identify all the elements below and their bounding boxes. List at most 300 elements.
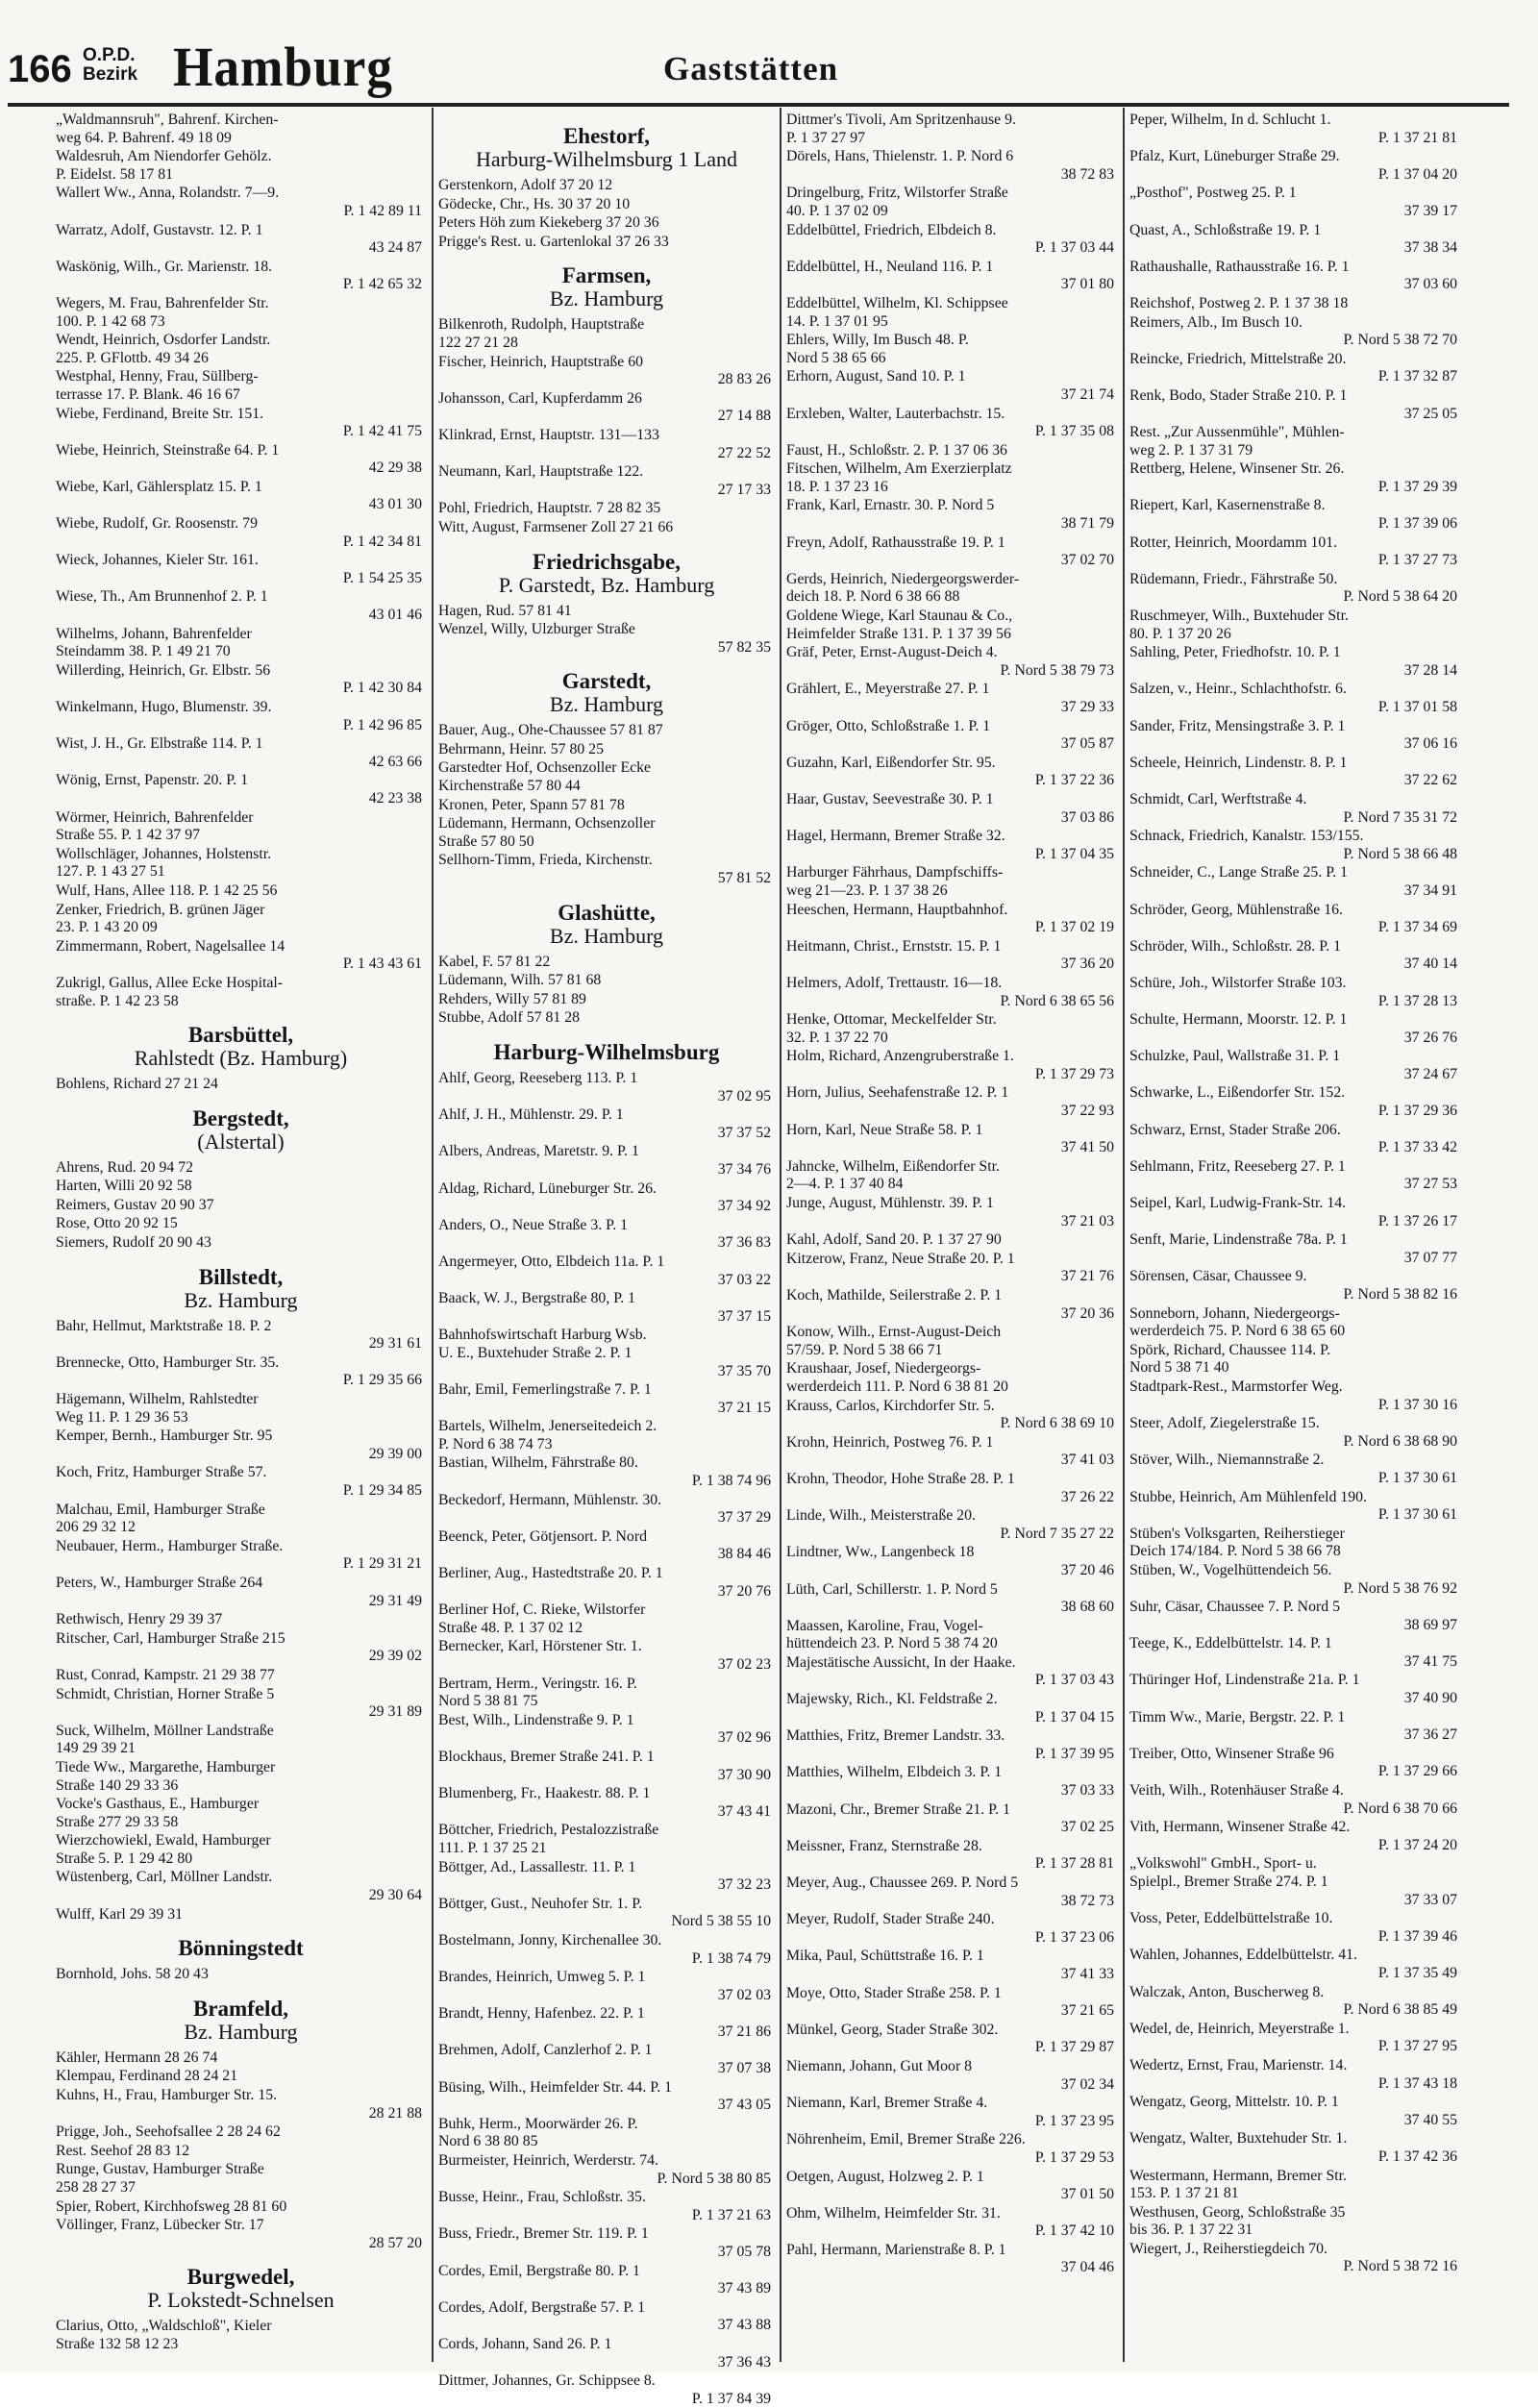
locality-district: Bz. Hamburg bbox=[549, 692, 664, 717]
entry-phone: P. 1 37 02 19 bbox=[1034, 919, 1114, 936]
entry-line: Helmers, Adolf, Trettaustr. 16—18. bbox=[786, 974, 1003, 991]
entry-phone: 29 31 61 bbox=[368, 1335, 422, 1353]
entry-line: Brennecke, Otto, Hamburger Str. 35. bbox=[56, 1353, 280, 1371]
directory-entry bbox=[56, 515, 426, 551]
entry-phone: P. 1 37 32 87 bbox=[1377, 368, 1457, 385]
entry-line: Nord 5 38 71 40 bbox=[1129, 1359, 1229, 1377]
directory-entry bbox=[786, 1231, 1118, 1250]
directory-entry bbox=[786, 368, 1118, 404]
directory-entry bbox=[438, 1454, 775, 1490]
column-divider bbox=[1123, 108, 1125, 2362]
directory-entry bbox=[438, 1528, 775, 1564]
entry-phone: 37 40 55 bbox=[1403, 2111, 1457, 2128]
directory-entry bbox=[786, 534, 1118, 570]
directory-entry bbox=[1129, 185, 1461, 220]
entry-phone: 37 43 89 bbox=[717, 2280, 771, 2297]
entry-line: Wengatz, Walter, Buxtehuder Str. 1. bbox=[1129, 2130, 1348, 2147]
entry-line: Eddelbüttel, Wilhelm, Kl. Schippsee bbox=[786, 294, 1008, 311]
directory-entry bbox=[786, 1084, 1118, 1120]
entry-line: weg 21—23. P. 1 37 38 26 bbox=[786, 881, 948, 899]
entry-line: Behrmann, Heinr. 57 80 25 bbox=[438, 740, 604, 757]
entry-line: Henke, Ottomar, Meckelfelder Str. bbox=[786, 1011, 997, 1029]
directory-entry bbox=[438, 2116, 775, 2151]
entry-line: Westphal, Henny, Frau, Süllberg- bbox=[56, 368, 259, 385]
directory-entry bbox=[1129, 938, 1461, 974]
entry-line: Gödecke, Chr., Hs. 30 37 20 10 bbox=[438, 195, 631, 212]
entry-phone: 37 39 17 bbox=[1403, 202, 1457, 219]
directory-entry bbox=[786, 332, 1118, 367]
entry-phone: P. 1 29 35 66 bbox=[342, 1372, 422, 1389]
entry-phone: 38 72 83 bbox=[1060, 165, 1114, 183]
directory-entry bbox=[438, 1217, 775, 1253]
entry-phone: 42 29 38 bbox=[368, 459, 422, 477]
directory-entry bbox=[786, 2095, 1118, 2130]
directory-entry bbox=[438, 500, 775, 518]
city-title: Hamburg bbox=[173, 36, 393, 98]
entry-line: 149 29 39 21 bbox=[56, 1740, 136, 1757]
directory-entry bbox=[786, 902, 1118, 937]
entry-phone: P. 1 37 22 36 bbox=[1034, 772, 1114, 789]
directory-entry bbox=[56, 2049, 426, 2068]
entry-line: Salzen, v., Heinr., Schlachthofstr. 6. bbox=[1129, 681, 1347, 698]
directory-entry bbox=[56, 882, 426, 901]
entry-line: Riepert, Karl, Kasernenstraße 8. bbox=[1129, 497, 1326, 514]
directory-entry bbox=[786, 1158, 1118, 1194]
directory-entry bbox=[786, 681, 1118, 716]
entry-line: Gerds, Heinrich, Niedergeorgswerder- bbox=[786, 570, 1020, 587]
directory-entry bbox=[438, 2299, 775, 2335]
entry-line: Deich 174/184. P. Nord 5 38 66 78 bbox=[1129, 1543, 1341, 1560]
entry-line: Prigge, Joh., Seehofsallee 2 28 24 62 bbox=[56, 2123, 281, 2141]
entry-line: Wilhelms, Johann, Bahrenfelder bbox=[56, 625, 252, 642]
directory-entry bbox=[786, 1122, 1118, 1157]
directory-entry bbox=[56, 2198, 426, 2217]
entry-line: Voss, Peter, Eddelbüttelstraße 10. bbox=[1129, 1910, 1333, 1927]
directory-entry bbox=[438, 519, 775, 537]
entry-phone: P. 1 37 21 81 bbox=[1377, 129, 1457, 146]
entry-line: P. Nord 6 38 74 73 bbox=[438, 1435, 553, 1452]
directory-entry bbox=[56, 975, 426, 1010]
directory-entry bbox=[56, 2068, 426, 2086]
entry-line: 14. P. 1 37 01 95 bbox=[786, 312, 888, 330]
directory-entry bbox=[438, 1143, 775, 1179]
directory-entry bbox=[1129, 2021, 1461, 2056]
entry-line: Straße 48. P. 1 37 02 12 bbox=[438, 1619, 583, 1636]
directory-entry bbox=[438, 2336, 775, 2371]
directory-entry bbox=[1129, 1195, 1461, 1230]
page-header bbox=[0, 0, 1538, 115]
entry-line: Treiber, Otto, Winsener Straße 96 bbox=[1129, 1745, 1334, 1762]
entry-line: Wedel, de, Heinrich, Meyerstraße 1. bbox=[1129, 2020, 1350, 2037]
entry-line: Maassen, Karoline, Frau, Vogel- bbox=[786, 1617, 983, 1634]
directory-entry bbox=[1129, 1672, 1461, 1707]
directory-entry bbox=[786, 497, 1118, 533]
entry-line: Spörk, Richard, Chaussee 114. P. bbox=[1129, 1341, 1331, 1358]
entry-line: Wahlen, Johannes, Eddelbüttelstr. 41. bbox=[1129, 1947, 1357, 1964]
entry-phone: 37 43 05 bbox=[717, 2097, 771, 2114]
locality-name: Glashütte, bbox=[558, 900, 656, 925]
entry-phone: 37 02 96 bbox=[717, 1729, 771, 1747]
entry-phone: P. 1 37 27 73 bbox=[1377, 552, 1457, 569]
directory-entry bbox=[56, 846, 426, 881]
entry-line: Quast, A., Schloßstraße 19. P. 1 bbox=[1129, 221, 1322, 238]
directory-entry bbox=[786, 148, 1118, 184]
entry-phone: 37 36 83 bbox=[717, 1234, 771, 1252]
directory-entry bbox=[438, 1712, 775, 1748]
directory-entry bbox=[786, 442, 1118, 460]
entry-phone: P. Nord 6 38 85 49 bbox=[1343, 2001, 1457, 2019]
entry-phone: P. 1 37 29 87 bbox=[1034, 2039, 1114, 2056]
directory-entry bbox=[1129, 1984, 1461, 2020]
directory-entry bbox=[56, 2143, 426, 2161]
entry-line: Reichshof, Postweg 2. P. 1 37 38 18 bbox=[1129, 294, 1349, 311]
directory-entry bbox=[786, 644, 1118, 680]
entry-line: Sörensen, Cäsar, Chaussee 9. bbox=[1129, 1268, 1307, 1285]
entry-phone: P. 1 37 35 49 bbox=[1377, 1964, 1457, 1981]
entry-phone: 37 26 76 bbox=[1403, 1029, 1457, 1046]
directory-entry bbox=[786, 2205, 1118, 2241]
entry-line: Berliner, Aug., Hastedtstraße 20. P. 1 bbox=[438, 1565, 663, 1582]
directory-entry bbox=[1129, 497, 1461, 533]
entry-phone: P. Nord 5 38 79 73 bbox=[1000, 661, 1114, 679]
entry-line: Spier, Robert, Kirchhofsweg 28 81 60 bbox=[56, 2197, 287, 2215]
entry-line: Erhorn, August, Sand 10. P. 1 bbox=[786, 368, 966, 385]
directory-entry bbox=[1129, 387, 1461, 423]
entry-phone: 37 21 86 bbox=[717, 2023, 771, 2040]
entry-line: Wedertz, Ernst, Frau, Marienstr. 14. bbox=[1129, 2056, 1348, 2073]
entry-line: Schröder, Wilh., Schloßstr. 28. P. 1 bbox=[1129, 937, 1342, 955]
directory-entry bbox=[786, 2169, 1118, 2204]
entry-line: 206 29 32 12 bbox=[56, 1519, 136, 1536]
directory-entry bbox=[1129, 1305, 1461, 1341]
entry-line: Bilkenroth, Rudolph, Hauptstraße bbox=[438, 316, 645, 334]
directory-entry bbox=[786, 1801, 1118, 1837]
entry-line: Freyn, Adolf, Rathausstraße 19. P. 1 bbox=[786, 534, 1005, 551]
directory-entry bbox=[786, 1398, 1118, 1433]
directory-entry bbox=[56, 1502, 426, 1537]
directory-entry bbox=[786, 1544, 1118, 1579]
entry-line: Rettberg, Helene, Winsener Str. 26. bbox=[1129, 460, 1345, 478]
directory-entry bbox=[786, 1471, 1118, 1506]
entry-line: Straße 132 58 12 23 bbox=[56, 2335, 179, 2352]
directory-entry bbox=[56, 552, 426, 587]
directory-entry bbox=[438, 1254, 775, 1289]
directory-entry bbox=[56, 406, 426, 441]
entry-line: Wendt, Heinrich, Osdorfer Landstr. bbox=[56, 332, 271, 349]
entry-phone: 37 03 33 bbox=[1060, 1782, 1114, 1800]
entry-phone: P. 1 37 29 53 bbox=[1034, 2148, 1114, 2166]
entry-line: Schulzke, Paul, Wallstraße 31. P. 1 bbox=[1129, 1048, 1341, 1065]
locality-heading bbox=[438, 669, 775, 716]
entry-phone: P. 1 37 30 61 bbox=[1377, 1506, 1457, 1524]
entry-line: Heimfelder Straße 131. P. 1 37 39 56 bbox=[786, 625, 1011, 642]
entry-line: Wörmer, Heinrich, Bahrenfelder bbox=[56, 808, 254, 826]
entry-line: Johansson, Carl, Kupferdamm 26 bbox=[438, 389, 642, 407]
entry-line: Pohl, Friedrich, Hauptstr. 7 28 82 35 bbox=[438, 500, 661, 517]
entry-phone: P. 1 37 39 06 bbox=[1377, 515, 1457, 533]
entry-phone: 37 27 53 bbox=[1403, 1176, 1457, 1193]
locality-district: Harburg-Wilhelmsburg 1 Land bbox=[475, 147, 738, 171]
directory-entry bbox=[438, 797, 775, 815]
locality-name: Billstedt, bbox=[198, 1264, 284, 1289]
directory-entry bbox=[56, 112, 426, 147]
entry-line: Dörels, Hans, Thielenstr. 1. P. Nord 6 bbox=[786, 148, 1014, 165]
directory-entry bbox=[56, 588, 426, 624]
entry-line: Nord 5 38 65 66 bbox=[786, 349, 886, 366]
entry-line: Wiebe, Rudolf, Gr. Roosenstr. 79 bbox=[56, 515, 258, 533]
entry-line: Stubbe, Heinrich, Am Mühlenfeld 190. bbox=[1129, 1488, 1368, 1505]
entry-line: Ahlf, Georg, Reeseberg 113. P. 1 bbox=[438, 1070, 638, 1086]
entry-phone: P. 1 37 29 39 bbox=[1377, 478, 1457, 495]
entry-line: Tiede Ww., Margarethe, Hamburger bbox=[56, 1758, 276, 1775]
entry-line: Rüdemann, Friedr., Fährstraße 50. bbox=[1129, 570, 1338, 587]
entry-line: Rotter, Heinrich, Moordamm 101. bbox=[1129, 534, 1338, 551]
entry-line: „Waldmannsruh", Bahrenf. Kirchen- bbox=[56, 112, 279, 128]
entry-phone: 37 22 62 bbox=[1403, 772, 1457, 789]
entry-line: Konow, Wilh., Ernst-August-Deich bbox=[786, 1324, 1002, 1341]
directory-entry bbox=[786, 718, 1118, 754]
entry-line: Beenck, Peter, Götjensort. P. Nord bbox=[438, 1527, 647, 1545]
directory-entry bbox=[1129, 259, 1461, 294]
directory-entry bbox=[786, 2022, 1118, 2057]
entry-line: Nöhrenheim, Emil, Bremer Straße 226. bbox=[786, 2131, 1026, 2148]
entry-phone: P. 1 42 30 84 bbox=[342, 680, 422, 697]
locality-name: Ehestorf, bbox=[562, 124, 651, 148]
entry-line: Veith, Wilh., Rotenhäuser Straße 4. bbox=[1129, 1782, 1344, 1800]
entry-line: Schmidt, Christian, Horner Straße 5 bbox=[56, 1685, 275, 1702]
directory-entry bbox=[438, 815, 775, 851]
directory-entry bbox=[1129, 1378, 1461, 1414]
directory-entry bbox=[56, 1318, 426, 1353]
entry-line: Nord 5 38 81 75 bbox=[438, 1693, 538, 1710]
directory-entry bbox=[56, 1630, 426, 1666]
entry-line: Wist, J. H., Gr. Elbstraße 114. P. 1 bbox=[56, 735, 263, 753]
directory-entry bbox=[56, 222, 426, 258]
directory-entry bbox=[438, 1106, 775, 1142]
entry-line: Meyer, Rudolf, Stader Straße 240. bbox=[786, 1911, 995, 1928]
directory-entry bbox=[56, 2161, 426, 2197]
directory-entry bbox=[1129, 755, 1461, 790]
directory-entry bbox=[786, 1434, 1118, 1470]
entry-phone: P. Nord 7 35 31 72 bbox=[1343, 808, 1457, 826]
entry-line: Aldag, Richard, Lüneburger Str. 26. bbox=[438, 1179, 657, 1197]
directory-entry bbox=[56, 259, 426, 294]
directory-entry bbox=[56, 148, 426, 184]
directory-entry bbox=[438, 354, 775, 389]
entry-line: Rust, Conrad, Kampstr. 21 29 38 77 bbox=[56, 1666, 275, 1683]
entry-phone: 28 57 20 bbox=[368, 2234, 422, 2251]
entry-line: Meyer, Aug., Chaussee 269. P. Nord 5 bbox=[786, 1874, 1019, 1891]
entry-line: Senft, Marie, Lindenstraße 78a. P. 1 bbox=[1129, 1231, 1348, 1249]
entry-phone: 42 23 38 bbox=[368, 789, 422, 807]
entry-phone: 37 01 80 bbox=[1060, 276, 1114, 293]
entry-line: Ohm, Wilhelm, Heimfelder Str. 31. bbox=[786, 2204, 1001, 2222]
entry-line: Bartels, Wilhelm, Jenerseitedeich 2. bbox=[438, 1418, 657, 1435]
directory-entry bbox=[786, 1654, 1118, 1690]
entry-line: Ruschmeyer, Wilh., Buxtehuder Str. bbox=[1129, 608, 1349, 625]
entry-line: Dringelburg, Fritz, Wilstorfer Straße bbox=[786, 185, 1008, 202]
entry-line: bis 36. P. 1 37 22 31 bbox=[1129, 2222, 1253, 2239]
directory-column-2 bbox=[438, 112, 775, 2407]
entry-line: Walczak, Anton, Buscherweg 8. bbox=[1129, 1983, 1325, 2000]
entry-line: 153. P. 1 37 21 81 bbox=[1129, 2185, 1239, 2202]
directory-entry bbox=[1129, 828, 1461, 863]
entry-line: Bernecker, Karl, Hörstener Str. 1. bbox=[438, 1638, 642, 1655]
entry-phone: P. 1 37 04 20 bbox=[1377, 165, 1457, 183]
directory-entry bbox=[438, 972, 775, 990]
entry-line: Busse, Heinr., Frau, Schloßstr. 35. bbox=[438, 2189, 646, 2206]
locality-heading bbox=[56, 1023, 426, 1070]
directory-entry bbox=[56, 809, 426, 845]
entry-phone: 57 81 52 bbox=[717, 870, 771, 887]
locality-district: P. Lokstedt-Schnelsen bbox=[147, 2288, 335, 2313]
entry-phone: 37 21 65 bbox=[1060, 2002, 1114, 2020]
directory-entry bbox=[438, 2225, 775, 2261]
directory-entry bbox=[56, 1427, 426, 1463]
directory-entry bbox=[1129, 2204, 1461, 2240]
entry-phone: P. 1 42 41 75 bbox=[342, 423, 422, 440]
entry-line: Völlinger, Franz, Lübecker Str. 17 bbox=[56, 2217, 264, 2234]
entry-line: Nord 6 38 80 85 bbox=[438, 2133, 538, 2150]
directory-entry bbox=[438, 1070, 775, 1105]
locality-district: Rahlstedt (Bz. Hamburg) bbox=[134, 1046, 348, 1071]
entry-line: Rethwisch, Henry 29 39 37 bbox=[56, 1611, 223, 1628]
section-title: Gaststätten bbox=[663, 50, 839, 87]
directory-entry bbox=[56, 479, 426, 514]
directory-entry bbox=[1129, 460, 1461, 496]
entry-line: Buss, Friedr., Bremer Str. 119. P. 1 bbox=[438, 2225, 649, 2243]
directory-entry bbox=[786, 608, 1118, 643]
entry-line: Majestätische Aussicht, In der Haake. bbox=[786, 1653, 1016, 1671]
directory-entry bbox=[1129, 1526, 1461, 1561]
entry-phone: P. 1 37 39 46 bbox=[1377, 1927, 1457, 1945]
directory-entry bbox=[56, 1796, 426, 1831]
directory-entry bbox=[786, 1360, 1118, 1396]
directory-entry bbox=[786, 864, 1118, 900]
entry-line: Rest. „Zur Aussenmühle", Mühlen- bbox=[1129, 424, 1345, 441]
entry-line: Fischer, Heinrich, Hauptstraße 60 bbox=[438, 353, 644, 370]
entry-phone: P. 1 37 30 61 bbox=[1377, 1469, 1457, 1486]
directory-entry bbox=[56, 1354, 426, 1390]
entry-line: Wenzel, Willy, Ulzburger Straße bbox=[438, 621, 635, 638]
entry-phone: P. Nord 6 38 68 90 bbox=[1343, 1432, 1457, 1450]
entry-line: Bohlens, Richard 27 21 24 bbox=[56, 1076, 218, 1093]
entry-line: Böttcher, Friedrich, Pestalozzistraße bbox=[438, 1822, 659, 1839]
entry-phone: 37 41 33 bbox=[1060, 1965, 1114, 1982]
directory-entry bbox=[438, 2263, 775, 2298]
entry-line: 32. P. 1 37 22 70 bbox=[786, 1029, 888, 1046]
directory-entry bbox=[56, 2217, 426, 2252]
entry-line: Burmeister, Heinrich, Werderstr. 74. bbox=[438, 2152, 658, 2170]
entry-line: P. 1 37 27 97 bbox=[786, 129, 866, 146]
directory-entry bbox=[438, 1418, 775, 1453]
entry-phone: 29 39 02 bbox=[368, 1648, 422, 1665]
entry-phone: 28 83 26 bbox=[717, 371, 771, 388]
directory-entry bbox=[438, 1492, 775, 1527]
entry-line: Wiebe, Karl, Gählersplatz 15. P. 1 bbox=[56, 478, 262, 495]
directory-entry bbox=[56, 1906, 426, 1924]
entry-line: Peper, Wilhelm, In d. Schlucht 1. bbox=[1129, 112, 1331, 128]
entry-line: Albers, Andreas, Maretstr. 9. P. 1 bbox=[438, 1143, 639, 1160]
entry-phone: P. 1 29 31 21 bbox=[342, 1555, 422, 1573]
directory-entry bbox=[1129, 1562, 1461, 1598]
entry-phone: 37 01 50 bbox=[1060, 2186, 1114, 2203]
directory-entry bbox=[56, 2123, 426, 2142]
entry-phone: 37 20 46 bbox=[1060, 1561, 1114, 1578]
entry-phone: 29 30 64 bbox=[368, 1887, 422, 1904]
entry-line: Wiegert, J., Reiherstiegdeich 70. bbox=[1129, 2240, 1327, 2257]
entry-line: Scheele, Heinrich, Lindenstr. 8. P. 1 bbox=[1129, 754, 1348, 771]
entry-line: Koch, Fritz, Hamburger Straße 57. bbox=[56, 1464, 267, 1481]
entry-phone: P. 1 42 89 11 bbox=[343, 202, 422, 219]
entry-line: Spielpl., Bremer Straße 274. P. 1 bbox=[1129, 1874, 1328, 1890]
entry-line: Lüdemann, Hermann, Ochsenzoller bbox=[438, 815, 656, 832]
entry-line: Stüben's Volksgarten, Reiherstieger bbox=[1129, 1525, 1345, 1542]
entry-phone: P. 1 37 23 06 bbox=[1034, 1928, 1114, 1946]
directory-entry bbox=[438, 722, 775, 740]
entry-phone: P. 1 37 28 81 bbox=[1034, 1855, 1114, 1873]
entry-line: Blockhaus, Bremer Straße 241. P. 1 bbox=[438, 1748, 655, 1765]
directory-entry bbox=[438, 234, 775, 252]
entry-line: Westhusen, Georg, Schloßstraße 35 bbox=[1129, 2203, 1346, 2221]
directory-entry bbox=[1129, 1947, 1461, 1982]
bezirk-label: Bezirk bbox=[83, 64, 138, 85]
directory-entry bbox=[786, 1507, 1118, 1543]
entry-line: Haar, Gustav, Seevestraße 30. P. 1 bbox=[786, 790, 994, 807]
entry-phone: P. 1 37 42 10 bbox=[1034, 2222, 1114, 2240]
directory-entry bbox=[438, 177, 775, 195]
entry-line: 122 27 21 28 bbox=[438, 334, 518, 351]
directory-entry bbox=[786, 938, 1118, 974]
entry-line: 23. P. 1 43 20 09 bbox=[56, 919, 158, 936]
directory-entry bbox=[56, 1464, 426, 1500]
entry-line: Fitschen, Wilhelm, Am Exerzierplatz bbox=[786, 460, 1012, 478]
entry-line: werderdeich 111. P. Nord 6 38 81 20 bbox=[786, 1378, 1008, 1395]
entry-line: Ehlers, Willy, Im Busch 48. P. bbox=[786, 332, 969, 349]
entry-line: Baack, W. J., Bergstraße 80, P. 1 bbox=[438, 1290, 636, 1307]
entry-line: Kuhns, H., Frau, Hamburger Str. 15. bbox=[56, 2087, 278, 2104]
entry-phone: P. Nord 6 38 70 66 bbox=[1343, 1800, 1457, 1817]
entry-line: Hagel, Hermann, Bremer Straße 32. bbox=[786, 828, 1005, 845]
locality-name: Bramfeld, bbox=[192, 1996, 288, 2021]
entry-line: werderdeich 75. P. Nord 6 38 65 60 bbox=[1129, 1323, 1346, 1340]
entry-line: Wönig, Ernst, Papenstr. 20. P. 1 bbox=[56, 772, 249, 789]
directory-entry bbox=[56, 1197, 426, 1215]
locality-heading bbox=[438, 1040, 775, 1064]
entry-line: Winkelmann, Hugo, Blumenstr. 39. bbox=[56, 699, 272, 715]
entry-line: Reimers, Alb., Im Busch 10. bbox=[1129, 313, 1302, 331]
entry-phone: 37 07 77 bbox=[1403, 1249, 1457, 1266]
entry-line: Eddelbüttel, Friedrich, Elbdeich 8. bbox=[786, 221, 997, 238]
entry-line: „Posthof", Postweg 25. P. 1 bbox=[1129, 185, 1297, 202]
entry-phone: 29 39 00 bbox=[368, 1445, 422, 1462]
entry-line: Niemann, Johann, Gut Moor 8 bbox=[786, 2057, 973, 2074]
entry-line: Stubbe, Adolf 57 81 28 bbox=[438, 1009, 581, 1027]
entry-line: Straße 55. P. 1 42 37 97 bbox=[56, 827, 201, 844]
entry-line: Kabel, F. 57 81 22 bbox=[438, 953, 551, 970]
directory-entry bbox=[438, 1859, 775, 1895]
directory-entry bbox=[1129, 1855, 1461, 1909]
directory-entry bbox=[1129, 534, 1461, 570]
entry-line: Harten, Willi 20 92 58 bbox=[56, 1178, 192, 1195]
directory-entry bbox=[56, 938, 426, 974]
entry-phone: 37 02 03 bbox=[717, 1986, 771, 2003]
entry-line: Dittmer, Johannes, Gr. Schippsee 8. bbox=[438, 2372, 656, 2390]
entry-line: Lüdemann, Wilh. 57 81 68 bbox=[438, 972, 602, 989]
entry-phone: P. 1 37 28 13 bbox=[1377, 992, 1457, 1009]
entry-line: Matthies, Fritz, Bremer Landstr. 33. bbox=[786, 1727, 1005, 1745]
directory-entry bbox=[1129, 2057, 1461, 2093]
